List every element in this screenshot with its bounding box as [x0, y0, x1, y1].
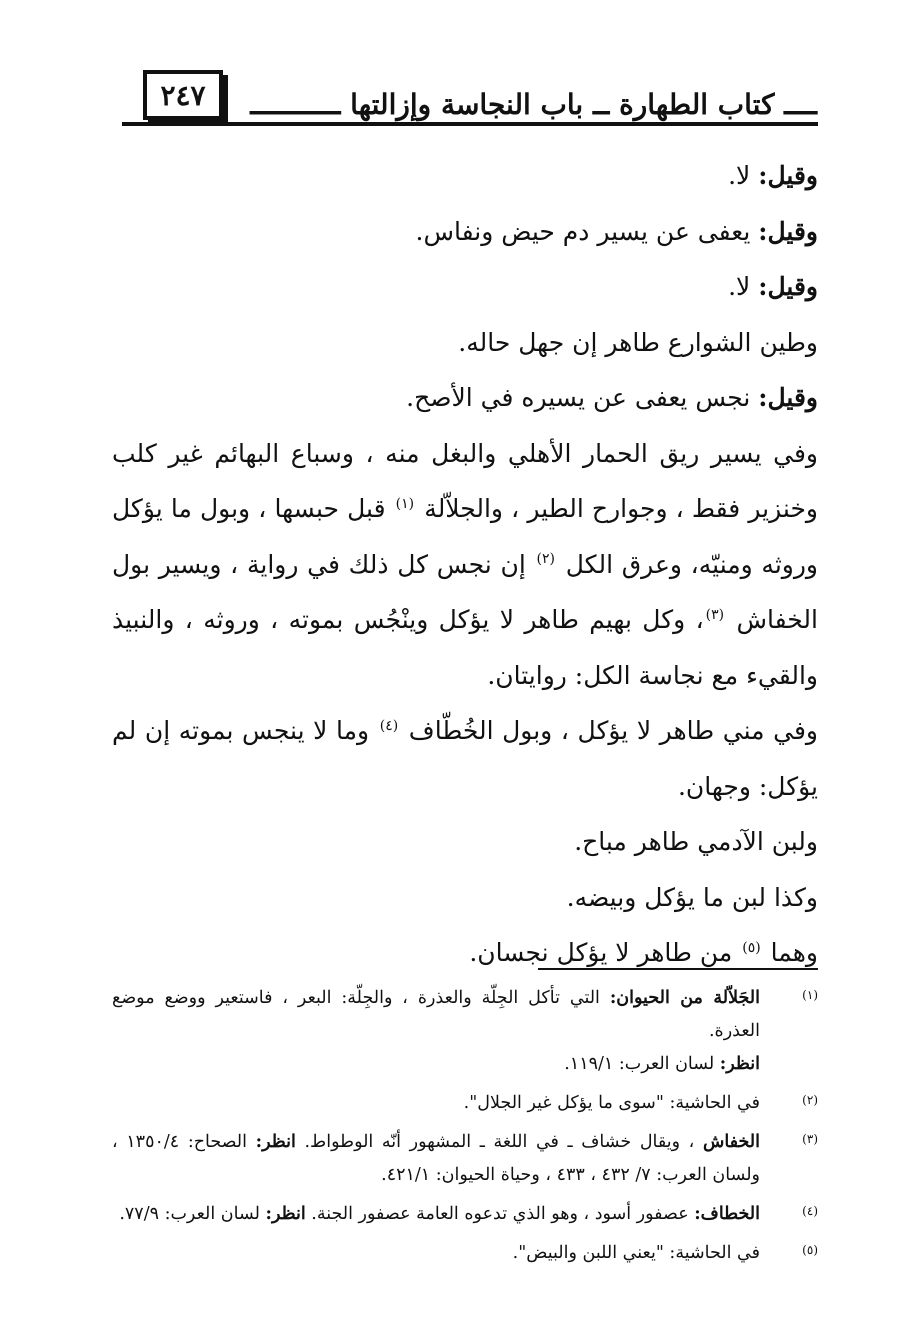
footnote-body: في الحاشية: "يعني اللبن والبيض". — [512, 1243, 760, 1263]
header-rule — [122, 122, 818, 126]
footnote-text — [112, 1237, 760, 1270]
footnote-number: (٣) — [802, 1132, 818, 1146]
footnote-term: الجَلاّلة من الحيوان: — [609, 988, 761, 1008]
paragraph-text: وهما — [762, 938, 818, 967]
paragraph — [112, 814, 818, 870]
paragraph-lead: وقيل: — [758, 216, 818, 246]
footnote — [112, 1198, 818, 1231]
paragraph — [112, 426, 818, 704]
main-text — [112, 148, 818, 981]
paragraph — [112, 370, 818, 426]
footnote-ref-label: انظر: — [719, 1054, 760, 1074]
paragraph — [112, 315, 818, 371]
footnote-text — [112, 1198, 760, 1231]
paragraph-text: وطين الشوارع طاهر إن جهل حاله. — [458, 327, 818, 357]
page-number-box — [143, 70, 223, 120]
footnote-number: (٢) — [802, 1093, 818, 1107]
footnote-text — [112, 982, 760, 1081]
footnote-number: (٥) — [802, 1243, 818, 1257]
footnote-marker: (٤) — [379, 717, 399, 734]
footnote — [112, 982, 818, 1081]
footnote — [112, 1126, 818, 1192]
paragraph-text: يعفى عن يسير دم حيض ونفاس. — [415, 216, 759, 246]
paragraph-text: ، وكل بهيم طاهر لا يؤكل وينْجُس بموته ، وروثه ، والنبيذ والقيء مع نجاسة الكل: روايتان. — [112, 605, 818, 690]
paragraph-text: وفي مني طاهر لا يؤكل ، وبول الخُطّاف — [400, 716, 819, 745]
paragraph-text: من طاهر لا يؤكل نجسان. — [469, 938, 741, 967]
paragraph — [112, 259, 818, 315]
footnote-term: الخطاف: — [694, 1204, 760, 1224]
footnote-marker: (٥) — [742, 939, 761, 956]
paragraph-lead: وقيل: — [758, 272, 818, 301]
paragraph-lead: وقيل: — [758, 161, 818, 190]
footnote — [112, 1087, 818, 1120]
footnote-body: التي تأكل الجِلّة والعذرة ، والجِلّة: البعر ، فاستعير ووضع موضع العذرة. — [112, 988, 760, 1041]
footnote-body: عصفور أسود ، وهو الذي تدعوه العامة عصفور الجنة. — [305, 1204, 695, 1224]
paragraph — [112, 703, 818, 814]
running-title: ــــ كتاب الطهارة ــ باب النجاسة وإزالتها ـــــــــــ — [250, 88, 817, 121]
footnote-text — [112, 1087, 760, 1120]
paragraph-text: وفي يسير ريق الحمار الأهلي والبغل منه ، وسباع البهائم غير كلب وخنزير فقط ، وجوارح الطير ، والجلاّلة — [112, 438, 818, 523]
paragraph — [112, 148, 818, 204]
paragraph-text: نجس يعفى عن يسيره في الأصح. — [406, 383, 759, 412]
paragraph — [112, 925, 818, 981]
footnote-ref: لسان العرب: ١١٩/١. — [564, 1054, 720, 1074]
footnote-marker: (١) — [395, 495, 415, 512]
footnote-ref-label: انظر: — [265, 1204, 306, 1224]
paragraph-text: قبل حبسها ، وبول ما يؤكل وروثه ومنيّه، وعرق الكل — [112, 494, 819, 579]
footnote-marker: (٣) — [705, 606, 725, 623]
footnote — [112, 1237, 818, 1270]
paragraph-text: ولبن الآدمي طاهر مباح. — [574, 827, 818, 856]
footnote-ref-label: انظر: — [255, 1132, 296, 1152]
footnotes — [112, 982, 818, 1276]
footnote-body: ، ويقال خشاف ـ في اللغة ـ المشهور أنّه الوطواط. — [295, 1132, 703, 1152]
paragraph-lead: وقيل: — [758, 383, 818, 412]
paragraph — [112, 870, 818, 926]
paragraph — [112, 204, 818, 260]
footnote-term: الخفاش — [702, 1132, 760, 1152]
paragraph-text: وما لا ينجس بموته إن لم يؤكل: وجهان. — [112, 716, 818, 801]
footnote-number: (٤) — [802, 1204, 818, 1218]
paragraph-text: لا. — [728, 272, 759, 301]
page-number: ٢٤٧ — [160, 78, 206, 112]
footnote-body: في الحاشية: "سوى ما يؤكل غير الجلال". — [463, 1093, 760, 1113]
footnote-rule — [538, 968, 818, 970]
paragraph-text: لا. — [728, 161, 759, 190]
footnote-text — [112, 1126, 760, 1192]
footnote-ref: لسان العرب: ٧٧/٩. — [119, 1204, 266, 1224]
footnote-marker: (٢) — [536, 551, 555, 568]
paragraph-text: وكذا لبن ما يؤكل وبيضه. — [566, 882, 818, 912]
paragraph-text: إن نجس كل ذلك في رواية ، ويسير بول الخفاش — [112, 549, 818, 634]
footnote-number: (١) — [802, 988, 818, 1002]
footnote-ref: الصحاح: ١٣٥٠/٤ ، ولسان العرب: ٧/ ٤٣٢ ، ٤٣٣ ، وحياة الحيوان: ٤٢١/١. — [112, 1132, 760, 1185]
